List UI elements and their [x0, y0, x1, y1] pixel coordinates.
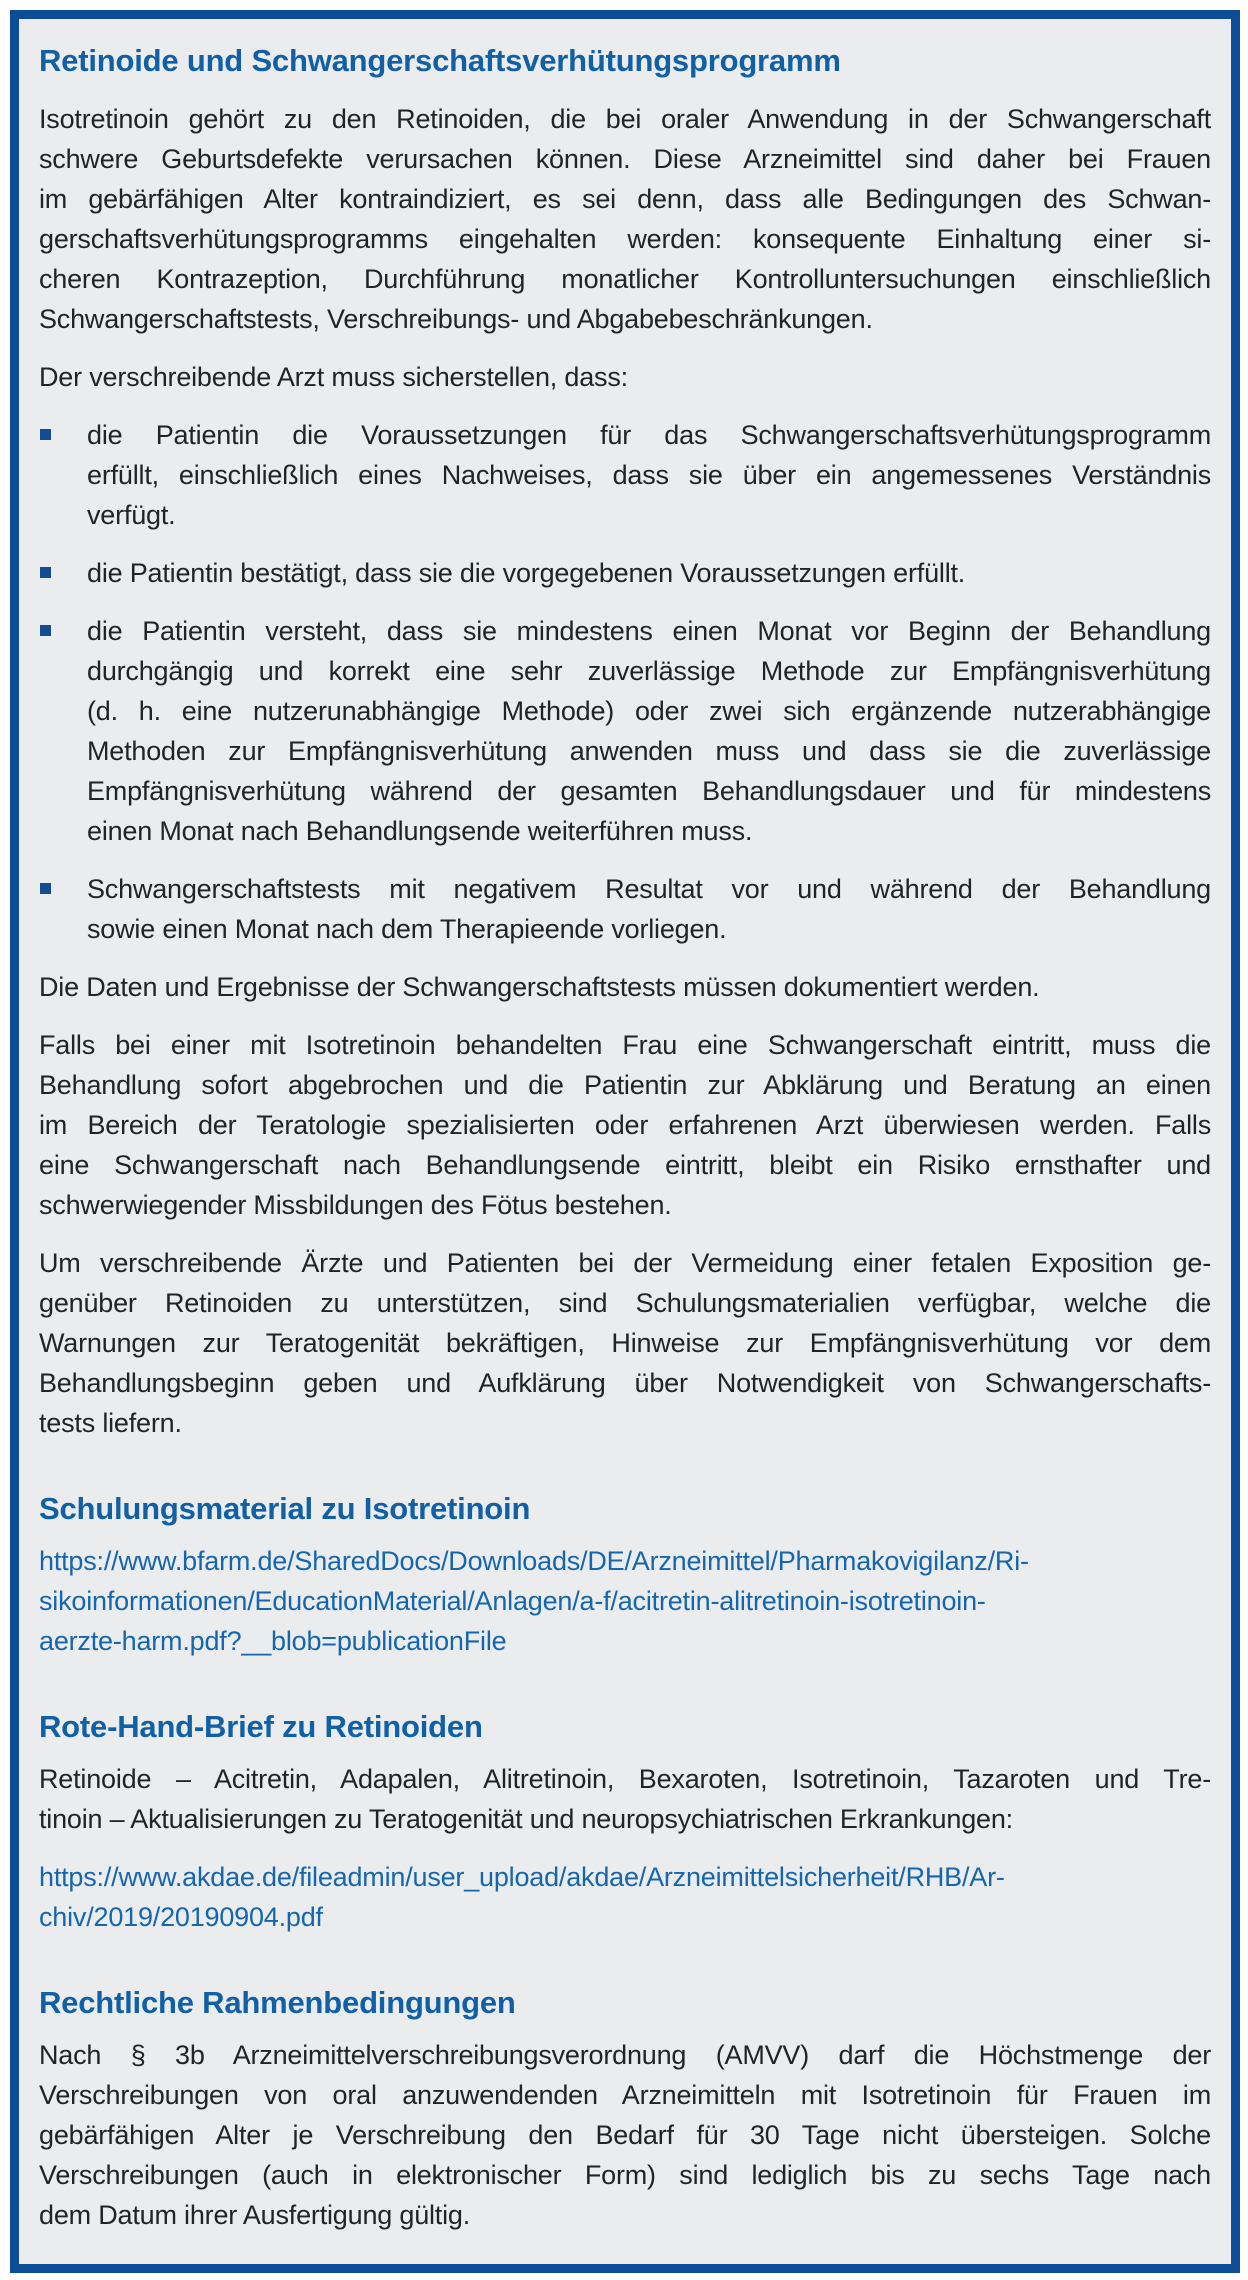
paragraph-line: Behandlungsbeginn geben und Aufklärung über Notwendigkeit von Schwangerschafts-: [39, 1368, 1211, 1398]
paragraph-line: Retinoide – Acitretin, Adapalen, Alitretinoin, Bexaroten, Isotretinoin, Tazaroten und Tre-: [39, 1764, 1211, 1794]
paragraph-line: gebärfähigen Alter je Verschreibung den Bedarf für 30 Tage nicht übersteigen. Solche: [39, 2120, 1211, 2150]
paragraph-line: im gebärfähigen Alter kontraindiziert, es sei denn, dass alle Bedingungen des Schwan-: [39, 184, 1211, 214]
box-title: Retinoide und Schwangerschaftsverhütungsprogramm: [39, 43, 841, 78]
section-heading-rechtliche-rahmenbedingungen: Rechtliche Rahmenbedingungen: [39, 1985, 516, 2020]
paragraph-line: Behandlung sofort abgebrochen und die Patientin zur Abklärung und Beratung an einen: [39, 1070, 1211, 1100]
list-item-line: die Patientin bestätigt, dass sie die vorgegebenen Voraussetzungen erfüllt.: [87, 558, 966, 588]
bullet-square-icon: [40, 567, 51, 578]
paragraph-line: im Bereich der Teratologie spezialisierten oder erfahrenen Arzt überwiesen werden. Falls: [39, 1110, 1211, 1140]
list-item-line: durchgängig und korrekt eine sehr zuverlässige Methode zur Empfängnisverhütung: [87, 656, 1211, 686]
paragraph-line: Warnungen zur Teratogenität bekräftigen, Hinweise zur Empfängnisverhütung vor dem: [39, 1328, 1211, 1358]
bullet-square-icon: [40, 429, 51, 440]
paragraph-line: cheren Kontrazeption, Durchführung monatlicher Kontrolluntersuchungen einschließlich: [39, 264, 1211, 294]
list-item-line: Schwangerschaftstests mit negativem Resultat vor und während der Behandlung: [87, 874, 1211, 904]
paragraph-line: Um verschreibende Ärzte und Patienten bei der Vermeidung einer fetalen Exposition ge-: [39, 1248, 1211, 1278]
paragraph-line: Verschreibungen (auch in elektronischer Form) sind lediglich bis zu sechs Tage nach: [39, 2160, 1211, 2190]
requirements-list: [39, 415, 1211, 949]
lead-paragraph: [39, 357, 1211, 397]
paragraph-line: Falls bei einer mit Isotretinoin behandelten Frau eine Schwangerschaft eintritt, muss die: [39, 1030, 1211, 1060]
paragraph-line: eine Schwangerschaft nach Behandlungsende eintritt, bleibt ein Risiko ernsthafter und: [39, 1150, 1211, 1180]
pregnancy-paragraph: [39, 1025, 1211, 1225]
list-item-line: sowie einen Monat nach dem Therapieende vorliegen.: [87, 914, 727, 944]
paragraph-line: tests liefern.: [39, 1408, 182, 1438]
list-item: [39, 869, 1211, 949]
section-heading-rote-hand-brief: Rote-Hand-Brief zu Retinoiden: [39, 1709, 483, 1744]
documentation-paragraph: [39, 967, 1211, 1007]
paragraph-line: Verschreibungen von oral anzuwendenden Arzneimitteln mit Isotretinoin für Frauen im: [39, 2080, 1211, 2110]
link-line[interactable]: chiv/2019/20190904.pdf: [39, 1902, 323, 1932]
link-line[interactable]: sikoinformationen/EducationMaterial/Anlagen/a-f/acitretin-alitretinoin-isotretinoin-: [39, 1586, 986, 1616]
link-line[interactable]: https://www.bfarm.de/SharedDocs/Downloads/DE/Arzneimittel/Pharmakovigilanz/Ri-: [39, 1546, 1029, 1576]
bullet-square-icon: [40, 883, 51, 894]
list-item: [39, 553, 1211, 593]
link-akdae-rote-hand-brief[interactable]: [39, 1857, 1211, 1937]
paragraph-line: schwere Geburtsdefekte verursachen können. Diese Arzneimittel sind daher bei Frauen: [39, 144, 1211, 174]
list-item-line: erfüllt, einschließlich eines Nachweises, dass sie über ein angemessenes Verständnis: [87, 460, 1211, 490]
paragraph-line: dem Datum ihrer Ausfertigung gültig.: [39, 2200, 471, 2230]
list-item-line: die Patientin versteht, dass sie mindestens einen Monat vor Beginn der Behandlung: [87, 616, 1211, 646]
list-item-line: Methoden zur Empfängnisverhütung anwenden muss und dass sie die zuverlässige: [87, 736, 1211, 766]
paragraph-line: Nach § 3b Arzneimittelverschreibungsverordnung (AMVV) darf die Höchstmenge der: [39, 2040, 1211, 2070]
intro-paragraph: [39, 99, 1211, 339]
rote-hand-brief-paragraph: [39, 1759, 1211, 1839]
section-heading-schulungsmaterial: Schulungsmaterial zu Isotretinoin: [39, 1491, 531, 1526]
list-item-line: verfügt.: [87, 500, 176, 530]
info-box: [10, 10, 1240, 2273]
paragraph-line: gerschaftsverhütungsprogramms eingehalten werden: konsequente Einhaltung einer si-: [39, 224, 1211, 254]
paragraph-line: schwerwiegender Missbildungen des Fötus bestehen.: [39, 1190, 672, 1220]
paragraph-line: tinoin – Aktualisierungen zu Teratogenität und neuropsychiatrischen Erkrankungen:: [39, 1804, 1013, 1834]
link-line[interactable]: https://www.akdae.de/fileadmin/user_upload/akdae/Arzneimittelsicherheit/RHB/Ar-: [39, 1862, 1005, 1892]
paragraph-line: Isotretinoin gehört zu den Retinoiden, die bei oraler Anwendung in der Schwangerschaft: [39, 104, 1211, 134]
paragraph-line: Der verschreibende Arzt muss sicherstellen, dass:: [39, 362, 628, 392]
education-paragraph: [39, 1243, 1211, 1443]
list-item-line: einen Monat nach Behandlungsende weiterführen muss.: [87, 816, 753, 846]
list-item: [39, 611, 1211, 851]
list-item-line: die Patientin die Voraussetzungen für das Schwangerschaftsverhütungsprogramm: [87, 420, 1211, 450]
legal-paragraph: [39, 2035, 1211, 2235]
bullet-square-icon: [40, 625, 51, 636]
paragraph-line: Schwangerschaftstests, Verschreibungs- und Abgabebeschränkungen.: [39, 304, 873, 334]
list-item-line: (d. h. eine nutzerunabhängige Methode) oder zwei sich ergänzende nutzerabhängige: [87, 696, 1211, 726]
list-item: [39, 415, 1211, 535]
paragraph-line: genüber Retinoiden zu unterstützen, sind Schulungsmaterialien verfügbar, welche die: [39, 1288, 1211, 1318]
link-line[interactable]: aerzte-harm.pdf?__blob=publicationFile: [39, 1626, 507, 1656]
link-bfarm-education-material[interactable]: [39, 1541, 1211, 1661]
list-item-line: Empfängnisverhütung während der gesamten Behandlungsdauer und für mindestens: [87, 776, 1211, 806]
paragraph-line: Die Daten und Ergebnisse der Schwangerschaftstests müssen dokumentiert werden.: [39, 972, 1040, 1002]
